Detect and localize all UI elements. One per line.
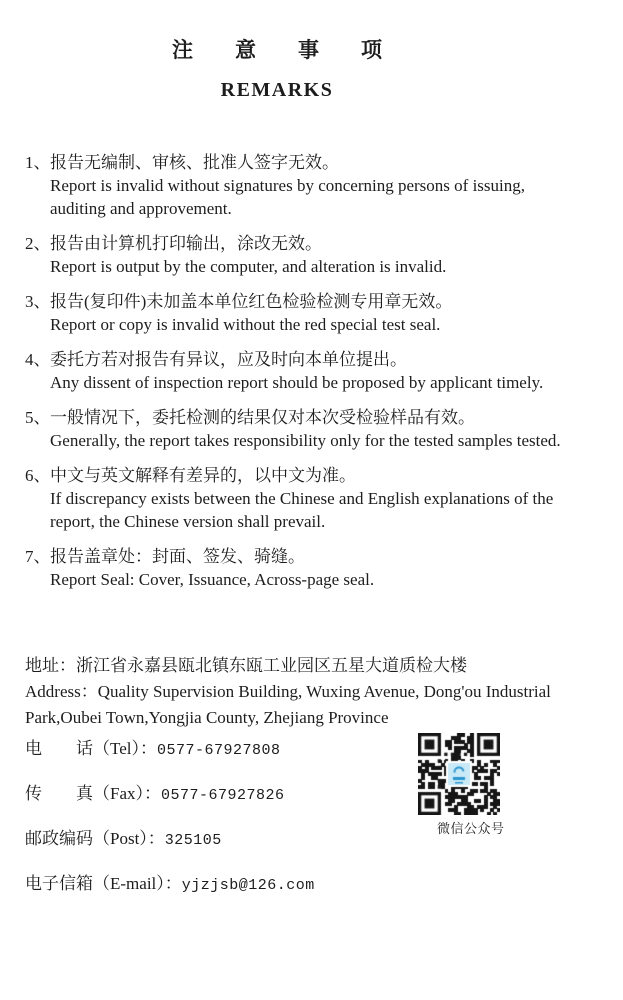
- address-block: [25, 653, 585, 731]
- remark-item-6-english-line-1: If discrepancy exists between the Chinese and English explanations of the: [50, 489, 554, 508]
- remark-item-2: [25, 232, 623, 278]
- page-title-chinese: 注意事项: [172, 38, 424, 62]
- remark-item-6-chinese: 中文与英文解释有差异的，以中文为准。: [50, 466, 356, 485]
- remark-item-2-chinese: 报告由计算机打印输出，涂改无效。: [50, 234, 322, 253]
- remark-item-4-chinese: 委托方若对报告有异议，应及时向本单位提出。: [50, 350, 407, 369]
- remark-item-7-chinese: 报告盖章处：封面、签发、骑缝。: [50, 547, 305, 566]
- fax-value: 0577-67927826: [161, 787, 285, 804]
- remark-item-1-number: 1、: [25, 153, 51, 172]
- page-title-english: REMARKS: [220, 79, 334, 101]
- remark-item-7-number: 7、: [25, 547, 51, 566]
- wechat-qr-code: [418, 733, 500, 815]
- remarks-list: [25, 151, 623, 591]
- address-english-line-2: Park,Oubei Town,Yongjia County, Zhejiang Province: [25, 708, 389, 727]
- remark-item-1-chinese: 报告无编制、审核、批准人签字无效。: [50, 153, 339, 172]
- remark-item-6-english-line-2: report, the Chinese version shall prevail.: [50, 512, 326, 531]
- remark-item-6: [25, 464, 623, 533]
- remark-item-4: [25, 348, 623, 394]
- telephone-value: 0577-67927808: [156, 742, 281, 759]
- remark-item-5-number: 5、: [25, 408, 51, 427]
- telephone-label: 电 话（Tel）：: [25, 739, 157, 758]
- remark-item-5-english: Generally, the report takes responsibility only for the tested samples tested.: [50, 431, 561, 450]
- remark-item-1: [25, 151, 623, 220]
- telephone-row: [25, 739, 410, 761]
- remark-item-2-number: 2、: [25, 234, 51, 253]
- wechat-qr-block: [418, 733, 505, 837]
- fax-row: [25, 784, 410, 806]
- remark-item-5: [25, 406, 623, 452]
- email-value: yjzjsb@126.com: [181, 877, 315, 894]
- remark-item-4-english: Any dissent of inspection report should be proposed by applicant timely.: [50, 373, 544, 392]
- remark-item-1-english-line-2: auditing and approvement.: [50, 199, 232, 218]
- remark-item-2-english: Report is output by the computer, and alteration is invalid.: [50, 257, 447, 276]
- fax-label: 传 真（Fax）：: [25, 784, 161, 803]
- remark-item-3: [25, 290, 623, 336]
- postcode-row: [25, 829, 410, 851]
- contact-block: [25, 739, 410, 896]
- postcode-value: 325105: [164, 832, 222, 849]
- remark-item-5-chinese: 一般情况下，委托检测的结果仅对本次受检验样品有效。: [50, 408, 475, 427]
- email-label: 电子信箱（E-mail）：: [25, 874, 182, 893]
- remark-item-3-english: Report or copy is invalid without the red special test seal.: [50, 315, 441, 334]
- remark-item-7-english: Report Seal: Cover, Issuance, Across-page seal.: [50, 570, 375, 589]
- wechat-qr-label: 微信公众号: [437, 821, 505, 836]
- address-english-line-1: Address：Quality Supervision Building, Wuxing Avenue, Dong'ou Industrial: [25, 682, 551, 701]
- postcode-label: 邮政编码（Post）：: [25, 829, 165, 848]
- title-block: [25, 36, 529, 102]
- remark-item-3-number: 3、: [25, 292, 51, 311]
- remark-item-7: [25, 545, 623, 591]
- remark-item-3-chinese: 报告(复印件)未加盖本单位红色检验检测专用章无效。: [50, 292, 453, 311]
- remark-item-6-number: 6、: [25, 466, 51, 485]
- address-chinese: 地址：浙江省永嘉县瓯北镇东瓯工业园区五星大道质检大楼: [25, 656, 467, 675]
- remark-item-4-number: 4、: [25, 350, 51, 369]
- email-row: [25, 874, 410, 896]
- remark-item-1-english-line-1: Report is invalid without signatures by concerning persons of issuing,: [50, 176, 525, 195]
